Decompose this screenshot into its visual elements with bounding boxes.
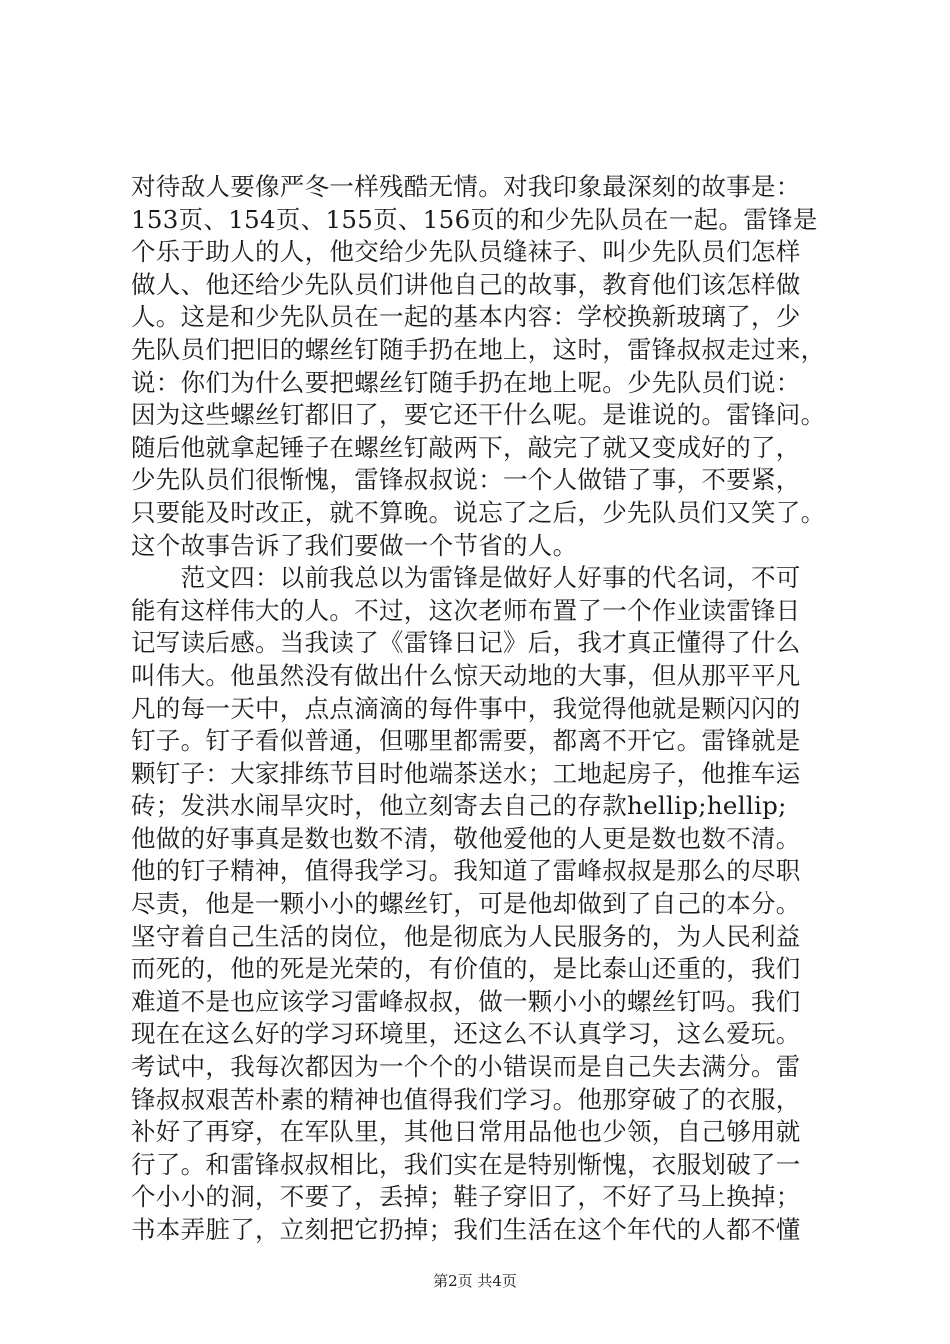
text-line: 锋叔叔艰苦朴素的精神也值得我们学习。他那穿破了的衣服， xyxy=(131,1084,801,1114)
text-line: 个乐于助人的人，他交给少先队员缝袜子、叫少先队员们怎样 xyxy=(131,237,801,267)
text-line: 先队员们把旧的螺丝钉随手扔在地上，这时，雷锋叔叔走过来， xyxy=(131,334,826,364)
text-line: 这个故事告诉了我们要做一个节省的人。 xyxy=(131,530,578,560)
text-line: 他做的好事真是数也数不清，敬他爱他的人更是数也数不清。 xyxy=(131,823,801,853)
text-line: 记写读后感。当我读了《雷锋日记》后，我才真正懂得了什么 xyxy=(131,628,801,658)
text-line: 书本弄脏了，立刻把它扔掉；我们生活在这个年代的人都不懂 xyxy=(131,1215,801,1244)
text-line: 钉子。钉子看似普通，但哪里都需要，都离不开它。雷锋就是 xyxy=(131,726,801,756)
text-line: 行了。和雷锋叔叔相比，我们实在是特别惭愧，衣服划破了一 xyxy=(131,1149,801,1179)
text-line: 补好了再穿，在军队里，其他日常用品他也少领，自己够用就 xyxy=(131,1117,801,1147)
text-line: 随后他就拿起锤子在螺丝钉敲两下，敲完了就又变成好的了， xyxy=(131,432,801,462)
body-text xyxy=(131,171,831,1247)
text-line: 砖；发洪水闹旱灾时，他立刻寄去自己的存款hellip;hellip; xyxy=(131,791,787,821)
text-line: 凡的每一天中，点点滴滴的每件事中，我觉得他就是颗闪闪的 xyxy=(131,693,801,723)
text-line: 而死的，他的死是光荣的，有价值的，是比泰山还重的，我们 xyxy=(131,954,801,984)
text-line: 难道不是也应该学习雷峰叔叔，做一颗小小的螺丝钉吗。我们 xyxy=(131,986,801,1016)
text-line: 153页、154页、155页、156页的和少先队员在一起。雷锋是 xyxy=(131,204,818,234)
text-line: 范文四：以前我总以为雷锋是做好人好事的代名词，不可 xyxy=(131,563,801,593)
text-line: 少先队员们很惭愧，雷锋叔叔说：一个人做错了事，不要紧， xyxy=(131,465,801,495)
page-footer: 第2页 共4页 xyxy=(433,1272,517,1290)
text-line: 个小小的洞，不要了，丢掉；鞋子穿旧了，不好了马上换掉； xyxy=(131,1182,801,1212)
text-line: 尽责，他是一颗小小的螺丝钉，可是他却做到了自己的本分。 xyxy=(131,889,801,919)
text-line: 他的钉子精神，值得我学习。我知道了雷峰叔叔是那么的尽职 xyxy=(131,856,801,886)
text-line: 坚守着自己生活的岗位，他是彻底为人民服务的，为人民利益 xyxy=(131,921,801,951)
text-line: 对待敌人要像严冬一样残酷无情。对我印象最深刻的故事是： xyxy=(131,172,801,201)
text-line: 能有这样伟大的人。不过，这次老师布置了一个作业读雷锋日 xyxy=(131,595,801,625)
text-line: 只要能及时改正，就不算晚。说忘了之后，少先队员们又笑了。 xyxy=(131,497,826,527)
text-line: 说：你们为什么要把螺丝钉随手扔在地上呢。少先队员们说： xyxy=(131,367,801,397)
text-line: 考试中，我每次都因为一个个的小错误而是自己失去满分。雷 xyxy=(131,1052,801,1082)
text-line: 叫伟大。他虽然没有做出什么惊天动地的大事，但从那平平凡 xyxy=(131,660,801,690)
text-line: 做人、他还给少先队员们讲他自己的故事，教育他们该怎样做 xyxy=(131,269,801,299)
text-line: 人。这是和少先队员在一起的基本内容：学校换新玻璃了，少 xyxy=(131,302,801,332)
text-line: 颗钉子：大家排练节目时他端茶送水；工地起房子，他推车运 xyxy=(131,758,801,788)
text-line: 因为这些螺丝钉都旧了，要它还干什么呢。是谁说的。雷锋问。 xyxy=(131,400,826,430)
text-line: 现在在这么好的学习环境里，还这么不认真学习，这么爱玩。 xyxy=(131,1019,801,1049)
